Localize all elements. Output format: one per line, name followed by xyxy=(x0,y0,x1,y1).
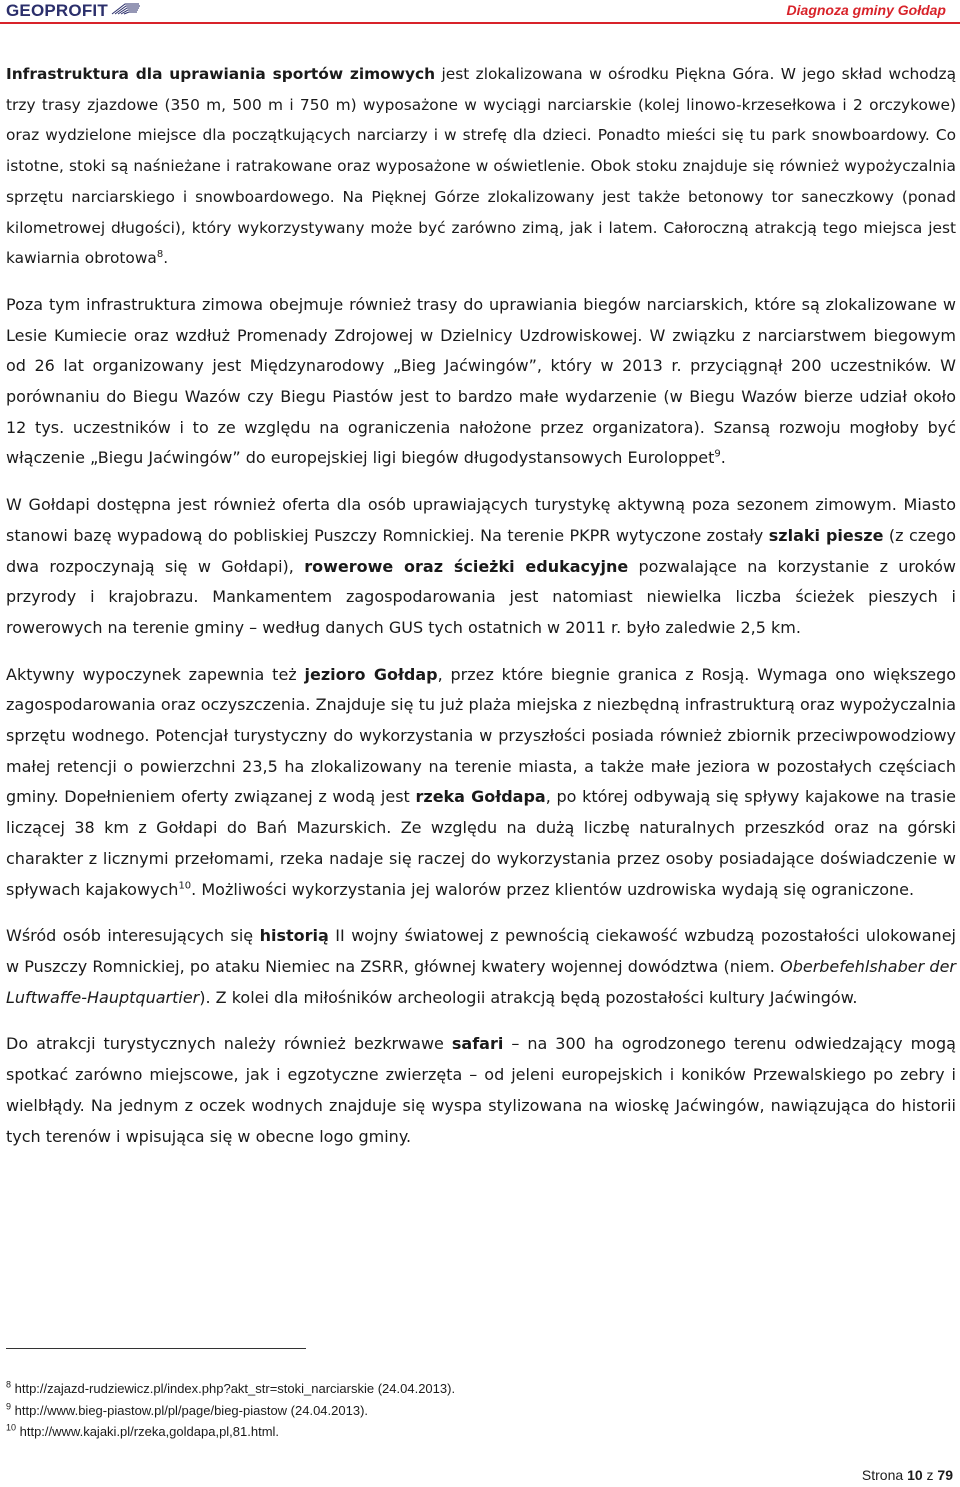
footnote-ref: 10 xyxy=(178,880,192,892)
page-number xyxy=(862,1467,953,1483)
italic-text: Oberbefehlshaber der Luftwaffe-Hauptquartier xyxy=(6,956,956,1007)
footnote-divider xyxy=(6,1348,306,1349)
bold-text: szlaki piesze xyxy=(768,525,884,545)
logo-text: GEOPROFIT xyxy=(6,1,108,20)
paragraph-winter-sports xyxy=(6,59,956,274)
wings-logo-icon xyxy=(111,2,141,21)
text-run: – na 300 ha ogrodzonego terenu odwiedzający mogą spotkać zarówno miejscowe, jak i egzotyczne zwierzęta – od jeleni europejskich i koników Przewalskiego po zebry i wielbłądy. Na jednym z oczek wodnych znajduje się wyspa stylizowana na wioskę Jaćwingów, nawiązująca do historii tych terenów i wpisująca się w obecne logo gminy. xyxy=(6,1034,956,1146)
bold-text: jezioro Gołdap xyxy=(304,664,438,684)
page-total: 79 xyxy=(937,1467,953,1483)
bold-text: safari xyxy=(451,1034,504,1054)
header-divider xyxy=(0,22,960,24)
footnote-10 xyxy=(6,1421,906,1443)
document-title: Diagnoza gminy Gołdap xyxy=(786,2,946,18)
footnotes xyxy=(6,1378,906,1443)
text-run: Wśród osób interesujących się xyxy=(6,926,260,946)
bold-text: Infrastruktura dla uprawiania sportów zimowych xyxy=(6,65,436,83)
paragraph-active-tourism xyxy=(6,490,956,644)
bold-text: historią xyxy=(259,926,329,946)
text-run: W Gołdapi dostępna jest również oferta dla osób uprawiających turystykę aktywną poza sezonem zimowym. Miasto stanowi bazę wypadową do pobliskiej Puszczy Romnickiej. Na terenie PKPR wytyczone zostały xyxy=(6,495,956,545)
text-run: Poza tym infrastruktura zimowa obejmuje również trasy do uprawiania biegów narciarskich, które są zlokalizowane w Lesie Kumiecie oraz wzdłuż Promenady Zdrojowej w Dzielnicy Uzdrowiskowej. W związku z narciarstwem biegowym od 26 lat organizowany jest Międzynarodowy „Bieg Jaćwingów”, który w 2013 r. przyciągnął 200 uczestników. W porównaniu do Biegu Wazów czy Biegu Piastów jest to bardzo małe wydarzenie (w Biegu Wazów bierze udział około 12 tys. uczestników i to ze względu na ograniczenia nałożone przez organizatora). Szansą rozwoju mogłoby być włączenie „Biegu Jaćwingów” do europejskiej ligi biegów długodystansowych Euroloppet xyxy=(6,294,956,468)
text-run: pozwalające na korzystanie z uroków przyrody i krajobrazu. Mankamentem zagospodarowania jest natomiast niewielka liczba ścieżek pieszych i rowerowych na terenie gminy – według danych GUS tych ostatnich w 2011 r. było zaledwie 2,5 km. xyxy=(6,556,957,637)
text-run: , przez które biegnie granica z Rosją. Wymaga ono większego zagospodarowania oraz oczyszczenia. Znajduje się tu już plaża miejska z niezbędną infrastrukturą oraz wypożyczalnia sprzętu wodnego. Potencjał turystyczny do wykorzystania w przyszłości posiada również zbiornik przeciwpowodziowy małej retencji o powierzchni 23,5 ha zlokalizowany na terenie miasta, a także małe jeziora w pozostałych częściach gminy. Dopełnieniem oferty związanej z wodą jest xyxy=(6,664,957,807)
footnote-ref: 9 xyxy=(714,449,721,461)
footnote-number: 10 xyxy=(6,1422,17,1433)
footnote-link[interactable]: http://www.bieg-piastow.pl/pl/page/bieg-piastow (24.04.2013). xyxy=(11,1402,369,1418)
paragraph-lake-river xyxy=(6,660,956,906)
bold-text: rowerowe oraz ścieżki edukacyjne xyxy=(304,556,629,576)
footnote-number: 8 xyxy=(6,1379,12,1390)
paragraph-cross-country xyxy=(6,290,956,474)
text-run: ). Z kolei dla miłośników archeologii atrakcją będą pozostałości kultury Jaćwingów. xyxy=(199,987,858,1007)
paragraph-history xyxy=(6,921,956,1013)
text-run: . xyxy=(163,249,169,268)
text-run: . Możliwości wykorzystania jej walorów przez klientów uzdrowiska wydają się ograniczone. xyxy=(191,879,915,899)
page-current: 10 xyxy=(907,1467,923,1483)
footnote-number: 9 xyxy=(6,1401,12,1412)
page-prefix: Strona xyxy=(861,1467,908,1483)
footnote-link[interactable]: http://zajazd-rudziewicz.pl/index.php?akt_str=stoki_narciarskie (24.04.2013). xyxy=(11,1381,456,1396)
footnote-8 xyxy=(6,1378,906,1400)
page-sep: z xyxy=(922,1467,938,1483)
text-run: Aktywny wypoczynek zapewnia też xyxy=(6,664,305,684)
footnote-ref: 8 xyxy=(156,249,164,261)
main-content xyxy=(6,59,956,1152)
text-run: jest zlokalizowana w ośrodku Piękna Góra. W jego skład wchodzą trzy trasy zjazdowe (350 m, 500 m i 750 m) wyposażone w wyciągi narciarskie (kolej linowo-krzesełkowa i 2 orczykowe) oraz wydzielone miejsce dla początkujących narciarzy i w strefę dla dzieci. Ponadto mieści się tu park snowboardowy. Co istotne, stoki są naśnieżane i ratrakowane oraz wyposażone w oświetlenie. Obok stoku znajduje się również wypożyczalnia sprzętu narciarskiego i snowboardowego. Na Pięknej Górze zlokalizowany jest także betonowy tor saneczkowy (ponad kilometrowej długości), który wykorzystywany może być zarówno zimą, jak i latem. Całoroczną atrakcją tego miejsca jest kawiarnia obrotowa xyxy=(6,65,956,268)
footnote-link[interactable]: http://www.kajaki.pl/rzeka,goldapa,pl,81.html. xyxy=(16,1424,280,1440)
page-header xyxy=(0,0,960,22)
geoprofit-logo xyxy=(6,1,141,21)
paragraph-safari xyxy=(6,1029,956,1152)
text-run: (z czego dwa rozpoczynają się w Gołdapi), xyxy=(6,525,957,576)
text-run: , po której odbywają się spływy kajakowe na trasie liczącej 38 km z Gołdapi do Bań Mazurskich. Ze względu na dużą liczbę naturalnych przeszkód oraz na górski charakter z licznymi przełomami, rzeka nadaje się raczej do wykorzystania przez osoby posiadające doświadczenie w spływach kajakowych xyxy=(6,787,957,899)
footnote-9 xyxy=(6,1400,906,1422)
text-run: Do atrakcji turystycznych należy również bezkrwawe xyxy=(6,1034,452,1054)
text-run: II wojny światowej z pewnością ciekawość wzbudzą pozostałości ulokowanej w Puszczy Romnickiej, po ataku Niemiec na ZSRR, głównej kwatery wojennej dowództwa (niem. xyxy=(6,926,956,976)
text-run: . xyxy=(720,448,726,468)
bold-text: rzeka Gołdapa xyxy=(415,787,546,807)
